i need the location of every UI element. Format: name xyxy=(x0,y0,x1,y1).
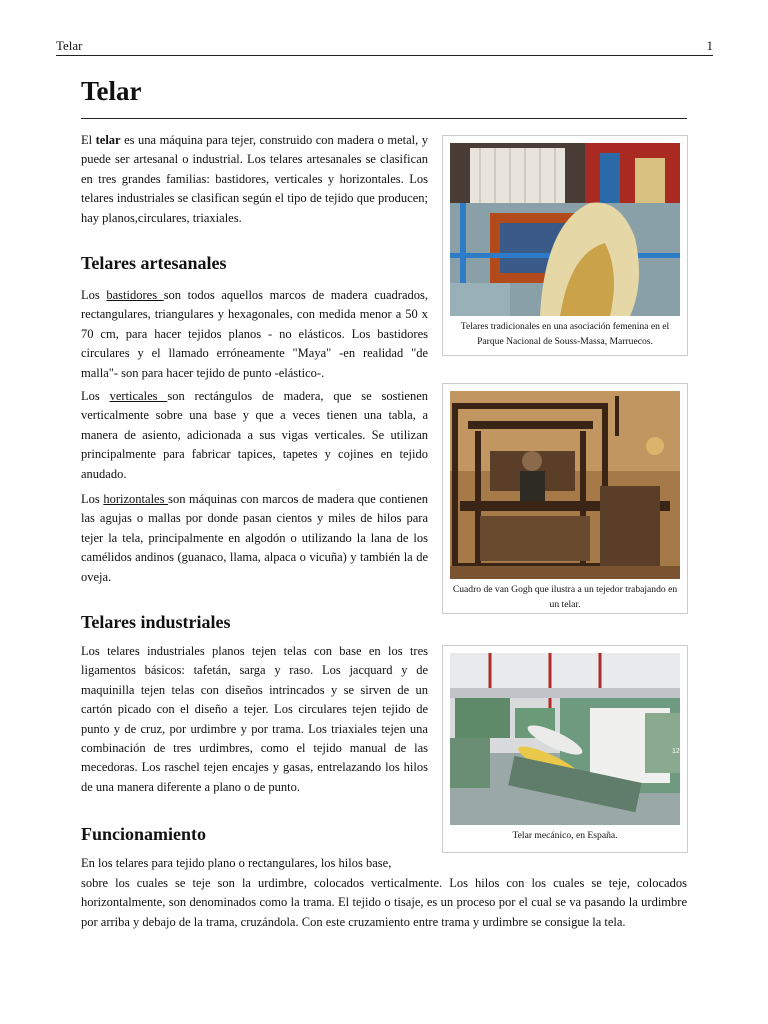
figure-van-gogh xyxy=(442,383,688,614)
link-horizontales[interactable]: horizontales xyxy=(103,492,169,506)
figure-telares-tradicionales xyxy=(442,135,688,356)
heading-funcionamiento: Funcionamiento xyxy=(81,824,207,844)
intro-paragraph: El telar es una máquina para tejer, construido con madera o metal, y puede ser artesanal o industrial. Los telares artesanales se clasifican en tres grandes familias: bastidores, verticales y horizontales. Los telares industriales se clasifican según el tipo de tejido que producen; hay planos,circulares, triaxiales. xyxy=(81,133,428,225)
heading-telares-artesanales: Telares artesanales xyxy=(81,253,227,273)
page-title: Telar xyxy=(81,76,687,119)
term-telar: telar xyxy=(95,133,121,147)
photo-mechanical-loom xyxy=(450,653,684,825)
running-title: Telar xyxy=(56,38,83,53)
running-header xyxy=(56,38,713,56)
figure-telar-mecanico xyxy=(442,645,688,853)
paragraph-verticales: Los verticales son rectángulos de madera, que se sostienen verticalmente sobre una base y que a veces tienen una tabla, a manera de asiento, adicionada a sus vigas verticales. Se utilizan principalmente para fabricar tapices, tapetes y cojines en tejido anudado. xyxy=(81,389,429,481)
photo-traditional-loom xyxy=(450,143,680,316)
paragraph-industriales: Los telares industriales planos tejen telas con base en los tres ligamentos básicos: tafetán, sarga y raso. Los jacquard y de maquinilla tejen telas con diseños intrincados y se sirven de un cartón picado con el diseño a tejer. Los circulares tejen tejido de punto y de cruz, por urdimbre y por trama. Los triaxiales tejen una combinación de tres urdimbres, como el tejido manual de las mecedoras. Los raschel tejen encajes y gasas, entrelazando los hilos de una manera diferente a plano o de punto. xyxy=(81,644,428,794)
paragraph-funcionamiento-line1: En los telares para tejido plano o rectangulares, los hilos base, xyxy=(81,856,392,870)
caption-figure-3: Telar mecánico, en España. xyxy=(512,830,618,841)
paragraph-funcionamiento: sobre los cuales se teje son la urdimbre, colocados verticalmente. Los hilos con los cuales se teje, colocados horizontalmente, son denominados como la trama. El tejido o tisaje, es un proceso por el cual se va pasando la urdimbre por arriba y debajo de la trama, cruzándola. Con este cruzamiento entre trama y urdimbre se consigue la tela. xyxy=(81,876,687,929)
caption-figure-2: Cuadro de van Gogh que ilustra a un tejedor trabajando en un telar. xyxy=(452,584,678,610)
link-verticales[interactable]: verticales xyxy=(109,389,168,403)
caption-figure-1: Telares tradicionales en una asociación femenina en el Parque Nacional de Souss-Massa, Marruecos. xyxy=(460,321,670,347)
page-number: 1 xyxy=(706,38,713,53)
paragraph-horizontales: Los horizontales son máquinas con marcos de madera que contienen las agujas o mallas por donde pasan cientos y miles de hilos para tejer la tela, principalmente en algodón o utilizando la lana de los camélidos andinos (guanaco, llama, alpaca o vicuña) y también la de oveja. xyxy=(81,492,428,584)
machine-label: 120 xyxy=(672,748,684,755)
paragraph-bastidores: Los bastidores son todos aquellos marcos de madera cuadrados, rectangulares, triangulares y hexagonales, con medida menor a 50 x 70 cm, para hacer tejidos planos - no elásticos. Los bastidores circulares y el llamado erróneamente "Maya" -en realidad "de malla"- son para hacer tejido de punto -elástico-. xyxy=(81,288,428,380)
link-bastidores[interactable]: bastidores xyxy=(106,288,164,302)
painting-weaver xyxy=(450,391,680,579)
heading-telares-industriales: Telares industriales xyxy=(81,612,231,632)
